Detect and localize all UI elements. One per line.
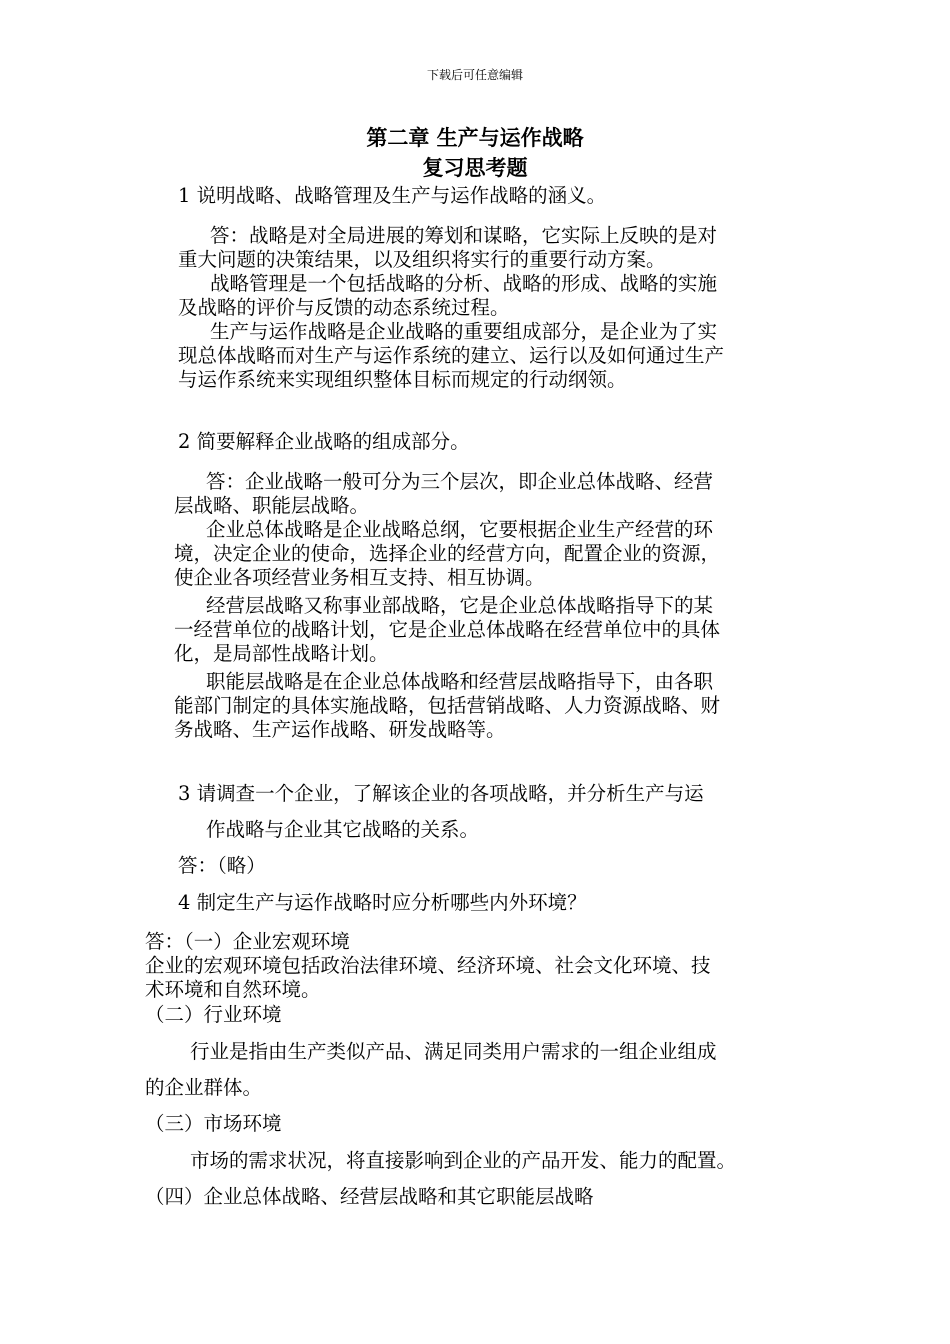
section-subtitle: 复习思考题 [422, 155, 528, 180]
answer-4-line: 市场的需求状况，将直接影响到企业的产品开发、能力的配置。 [190, 1149, 737, 1172]
chapter-title: 第二章 生产与运作战略 [366, 125, 584, 150]
answer-4-heading: 答：（一）企业宏观环境 [145, 930, 350, 953]
answer-4-heading: （二）行业环境 [145, 1003, 282, 1026]
answer-2-line: 职能层战略是在企业总体战略和经营层战略指导下，由各职 [206, 670, 714, 693]
answer-1-line: 及战略的评价与反馈的动态系统过程。 [178, 296, 510, 319]
answer-1-line: 现总体战略而对生产与运作系统的建立、运行以及如何通过生产 [178, 344, 725, 367]
answer-2-line: 答：企业战略一般可分为三个层次，即企业总体战略、经营 [206, 470, 714, 493]
answer-4-heading: （四）企业总体战略、经营层战略和其它职能层战略 [145, 1185, 594, 1208]
answer-2-line: 一经营单位的战略计划，它是企业总体战略在经营单位中的具体 [174, 618, 721, 641]
question-3-line: 作战略与企业其它战略的关系。 [206, 818, 480, 841]
question-4: 4 制定生产与运作战略时应分析哪些内外环境？ [178, 891, 587, 914]
answer-2-line: 企业总体战略是企业战略总纲，它要根据企业生产经营的环 [206, 518, 714, 541]
question-2: 2 简要解释企业战略的组成部分。 [178, 430, 470, 453]
answer-2-line: 使企业各项经营业务相互支持、相互协调。 [174, 566, 545, 589]
answer-1-line: 与运作系统来实现组织整体目标而规定的行动纲领。 [178, 368, 627, 391]
answer-1-line: 重大问题的决策结果，以及组织将实行的重要行动方案。 [178, 248, 666, 271]
question-1: 1 说明战略、战略管理及生产与运作战略的涵义。 [178, 184, 607, 207]
answer-2-line: 务战略、生产运作战略、研发战略等。 [174, 718, 506, 741]
answer-2-line: 层战略、职能层战略。 [174, 494, 370, 517]
answer-4-line: 术环境和自然环境。 [145, 978, 321, 1001]
answer-4-line: 企业的宏观环境包括政治法律环境、经济环境、社会文化环境、技 [145, 954, 711, 977]
answer-3: 答：（略） [178, 854, 266, 877]
answer-4-line: 的企业群体。 [145, 1076, 263, 1099]
answer-4-line: 行业是指由生产类似产品、满足同类用户需求的一组企业组成 [190, 1040, 717, 1063]
answer-1-line: 答：战略是对全局进展的筹划和谋略，它实际上反映的是对 [210, 224, 718, 247]
answer-1-line: 战略管理是一个包括战略的分析、战略的形成、战略的实施 [210, 272, 718, 295]
answer-2-line: 化，是局部性战略计划。 [174, 642, 389, 665]
answer-2-line: 经营层战略又称事业部战略，它是企业总体战略指导下的某 [206, 594, 714, 617]
page-header: 下载后可任意编辑 [426, 68, 523, 82]
question-3: 3 请调查一个企业，了解该企业的各项战略，并分析生产与运 [178, 782, 704, 805]
answer-1-line: 生产与运作战略是企业战略的重要组成部分，是企业为了实 [210, 320, 718, 343]
answer-2-line: 能部门制定的具体实施战略，包括营销战略、人力资源战略、财 [174, 694, 721, 717]
answer-4-heading: （三）市场环境 [145, 1112, 282, 1135]
answer-2-line: 境，决定企业的使命，选择企业的经营方向，配置企业的资源， [174, 542, 721, 565]
